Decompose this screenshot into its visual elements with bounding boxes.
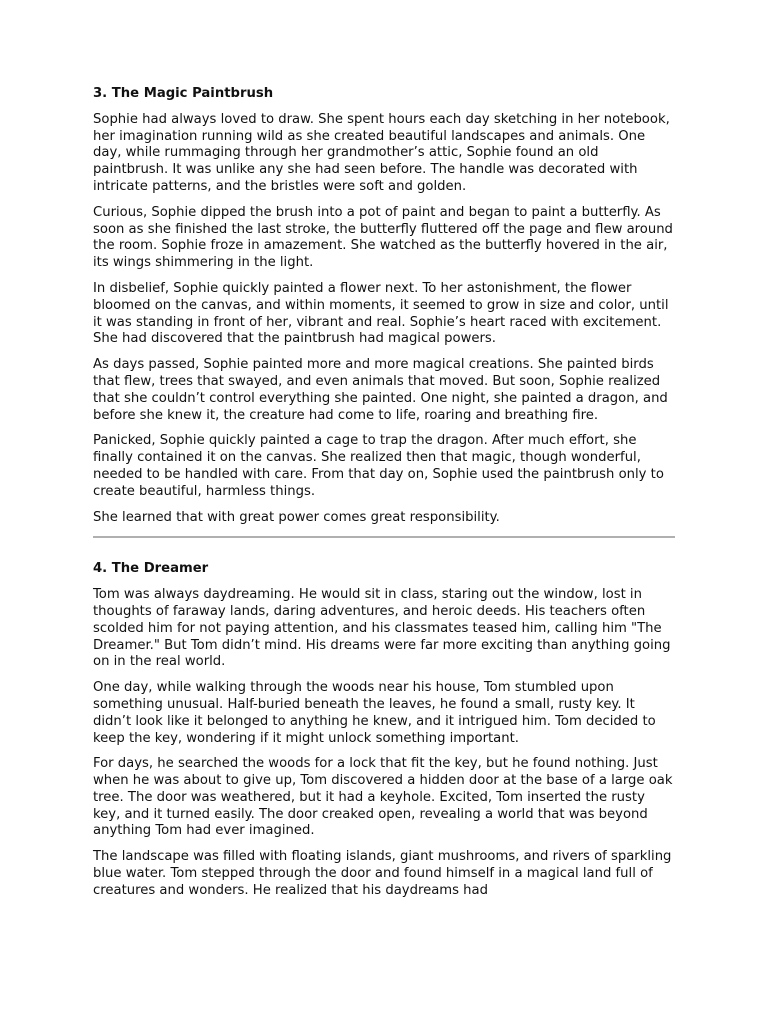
story-title: 4. The Dreamer xyxy=(93,561,209,577)
story-paragraph: For days, he searched the woods for a lock that fit the key, but he found nothing. Just when he was about to give up, Tom discovered a hidden door at the base of a large oak tree. The door was weathered, but it had a keyhole. Excited, Tom inserted the rusty key, and it turned easily. The door creaked open, revealing a world that was beyond anything Tom had ever imagined. xyxy=(93,756,673,839)
story-paragraph: The landscape was filled with floating islands, giant mushrooms, and rivers of sparkling blue water. Tom stepped through the door and found himself in a magical land full of creatures and wonders. He realized that his daydreams had xyxy=(93,849,672,898)
story-section-3 xyxy=(93,86,675,526)
story-paragraph: Panicked, Sophie quickly painted a cage to trap the dragon. After much effort, she finally contained it on the canvas. She realized then that magic, though wonderful, needed to be handled with care. From that day on, Sophie used the paintbrush only to create beautiful, harmless things. xyxy=(93,433,664,499)
story-paragraph: As days passed, Sophie painted more and more magical creations. She painted birds that flew, trees that swayed, and even animals that moved. But soon, Sophie realized that she couldn’t control everything she painted. One night, she painted a dragon, and before she knew it, the creature had come to life, roaring and breathing fire. xyxy=(93,357,668,423)
story-section-4 xyxy=(93,561,675,899)
story-paragraph: In disbelief, Sophie quickly painted a flower next. To her astonishment, the flower bloomed on the canvas, and within moments, it seemed to grow in size and color, until it was standing in front of her, vibrant and real. Sophie’s heart raced with excitement. She had discovered that the paintbrush had magical powers. xyxy=(93,280,669,347)
story-paragraph: Curious, Sophie dipped the brush into a pot of paint and began to paint a butterfly. As soon as she finished the last stroke, the butterfly fluttered off the page and flew around the room. Sophie froze in amazement. She watched as the butterfly hovered in the air, its wings shimmering in the light. xyxy=(93,204,673,271)
story-paragraph: Sophie had always loved to draw. She spent hours each day sketching in her notebook, her imagination running wild as she created beautiful landscapes and animals. One day, while rummaging through her grandmother’s attic, Sophie found an old paintbrush. It was unlike any she had seen before. The handle was decorated with intricate patterns, and the bristles were soft and golden. xyxy=(93,111,670,194)
story-paragraph: She learned that with great power comes great responsibility. xyxy=(93,509,500,525)
story-paragraph: One day, while walking through the woods near his house, Tom stumbled upon something unusual. Half-buried beneath the leaves, he found a small, rusty key. It didn’t look like it belonged to anything he knew, and it intrigued him. Tom decided to keep the key, wondering if it might unlock something important. xyxy=(93,680,656,746)
section-divider xyxy=(93,536,675,538)
document-page xyxy=(93,86,675,909)
story-paragraph: Tom was always daydreaming. He would sit in class, staring out the window, lost in thoughts of faraway lands, daring adventures, and heroic deeds. His teachers often scolded him for not paying attention, and his classmates teased him, calling him "The Dreamer." But Tom didn’t mind. His dreams were far more exciting than anything going on in the real world. xyxy=(93,587,671,670)
story-title: 3. The Magic Paintbrush xyxy=(93,86,274,101)
